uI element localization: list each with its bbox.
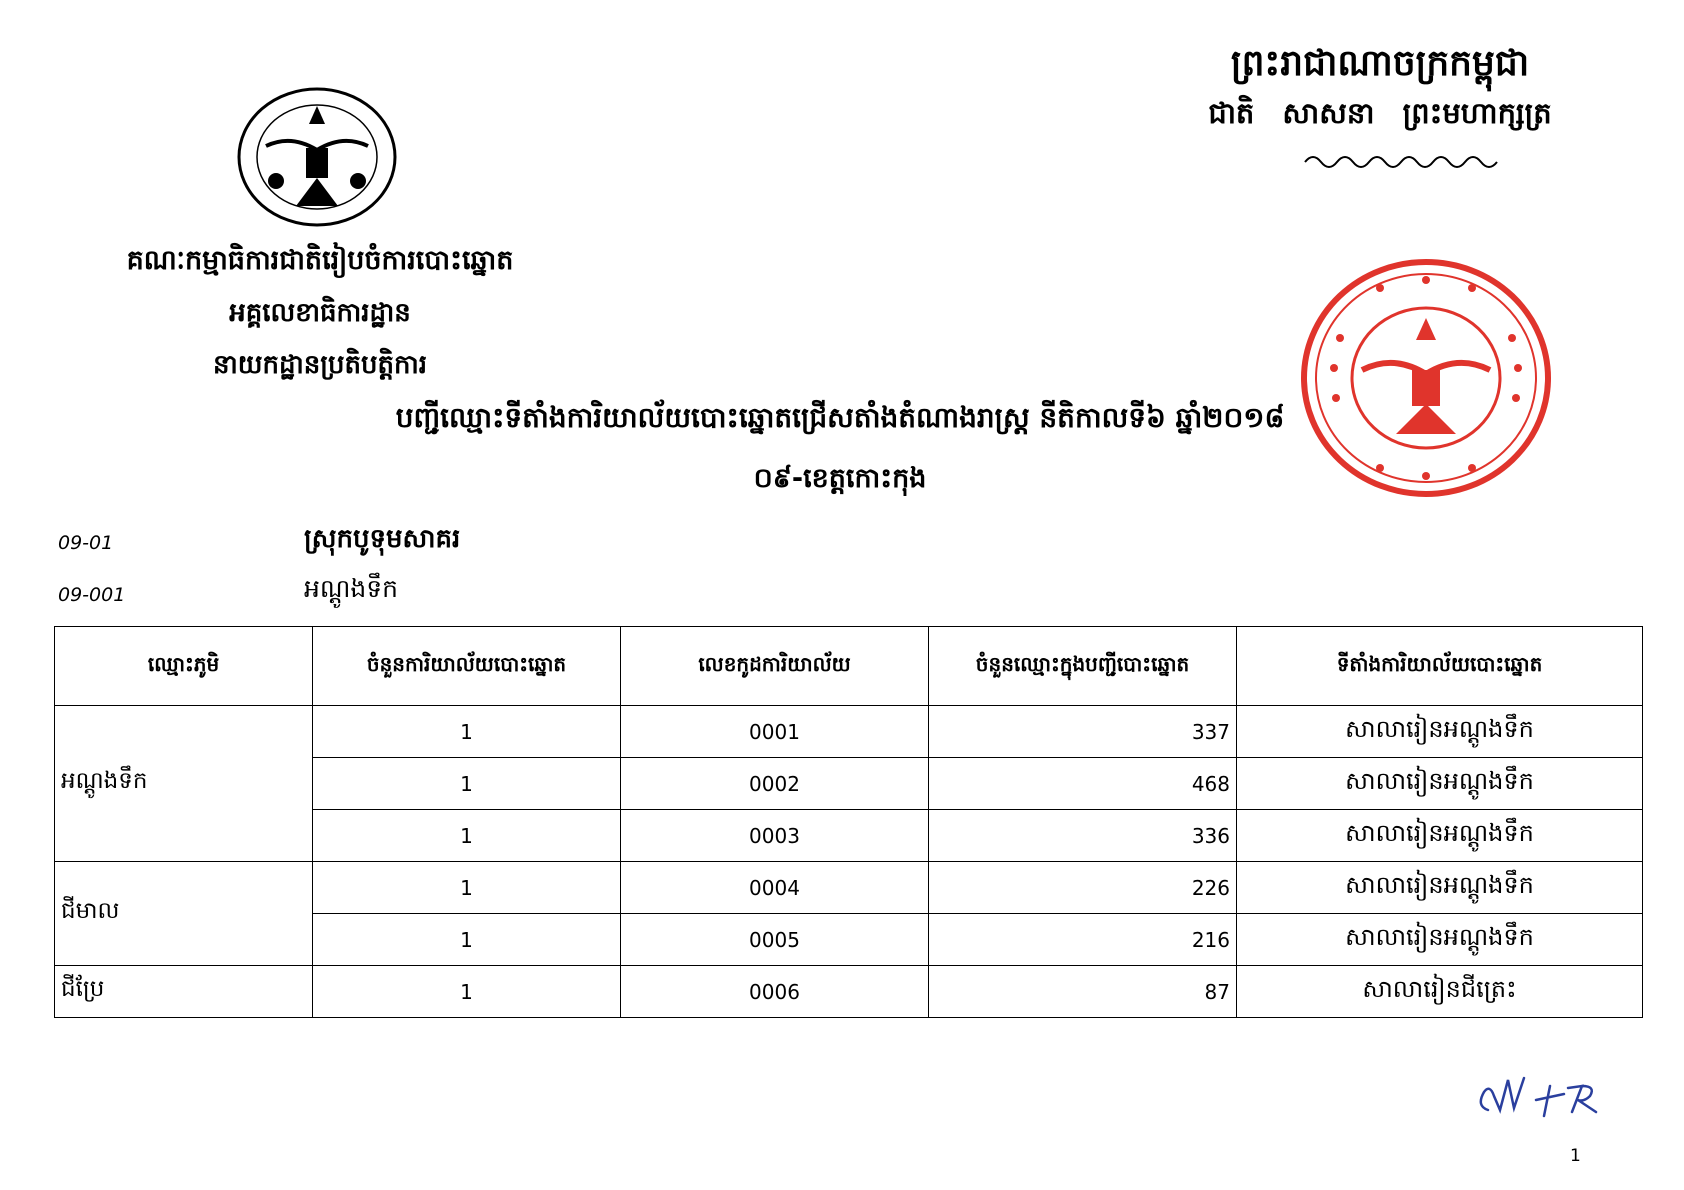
ornament-divider bbox=[1300, 150, 1500, 170]
district-name: ស្រុកបូទុមសាគរ bbox=[304, 524, 461, 554]
document-title: បញ្ជីឈ្មោះទីតាំងការិយាល័យបោះឆ្នោតជ្រើសតាំងតំណាងរាស្ត្រ នីតិកាលទី៦ ឆ្នាំ២០១៨ bbox=[395, 401, 1285, 434]
station-count-cell: 1 bbox=[313, 810, 621, 862]
header-station-count: ចំនួនការិយាល័យបោះឆ្នោត bbox=[313, 627, 621, 706]
table-row bbox=[55, 966, 1643, 1018]
header-station-code: លេខកូដការិយាល័យ bbox=[621, 627, 929, 706]
commune-code: 09-001 bbox=[58, 584, 126, 606]
voter-count-cell: 226 bbox=[929, 862, 1237, 914]
station-code-cell: 0004 bbox=[621, 862, 929, 914]
voter-count-cell: 87 bbox=[929, 966, 1237, 1018]
station-count-cell: 1 bbox=[313, 966, 621, 1018]
table-row bbox=[55, 862, 1643, 914]
table-row bbox=[55, 706, 1643, 758]
station-location-cell: សាលារៀនអណ្ដូងទឹក bbox=[1237, 862, 1643, 914]
header-voter-count: ចំនួនឈ្មោះក្នុងបញ្ជីបោះឆ្នោត bbox=[929, 627, 1237, 706]
village-cell: ជីមាល bbox=[55, 862, 313, 966]
station-count-cell: 1 bbox=[313, 706, 621, 758]
org-secretariat: អគ្គលេខាធិការដ្ឋាន bbox=[229, 298, 411, 328]
official-stamp-icon bbox=[1300, 258, 1552, 498]
voter-count-cell: 216 bbox=[929, 914, 1237, 966]
station-location-cell: សាលារៀនអណ្ដូងទឹក bbox=[1237, 706, 1643, 758]
station-count-cell: 1 bbox=[313, 862, 621, 914]
voter-count-cell: 337 bbox=[929, 706, 1237, 758]
commune-name: អណ្ដូងទឹក bbox=[304, 574, 398, 603]
station-count-cell: 1 bbox=[313, 914, 621, 966]
org-committee: គណៈកម្មាធិការជាតិរៀបចំការបោះឆ្នោត bbox=[126, 245, 514, 276]
org-department: នាយកដ្ឋានប្រតិបត្តិការ bbox=[212, 350, 428, 380]
polling-stations-table bbox=[54, 626, 1643, 1018]
page-number: 1 bbox=[1570, 1146, 1581, 1166]
station-location-cell: សាលារៀនអណ្ដូងទឹក bbox=[1237, 810, 1643, 862]
village-cell: ជីប្រែ bbox=[55, 966, 313, 1018]
voter-count-cell: 336 bbox=[929, 810, 1237, 862]
station-code-cell: 0003 bbox=[621, 810, 929, 862]
header-village: ឈ្មោះភូមិ bbox=[55, 627, 313, 706]
document-subtitle: ០៩-ខេត្តកោះកុង bbox=[753, 463, 927, 494]
header-station-location: ទីតាំងការិយាល័យបោះឆ្នោត bbox=[1237, 627, 1643, 706]
station-location-cell: សាលារៀនអណ្ដូងទឹក bbox=[1237, 758, 1643, 810]
voter-count-cell: 468 bbox=[929, 758, 1237, 810]
station-location-cell: សាលារៀនជីត្រេះ bbox=[1237, 966, 1643, 1018]
station-location-cell: សាលារៀនអណ្ដូងទឹក bbox=[1237, 914, 1643, 966]
station-code-cell: 0006 bbox=[621, 966, 929, 1018]
nec-logo-icon bbox=[236, 86, 398, 228]
kingdom-motto: ជាតិ សាសនា ព្រះមហាក្សត្រ bbox=[1208, 96, 1552, 130]
table-header-row bbox=[55, 627, 1643, 706]
village-cell: អណ្ដូងទឹក bbox=[55, 706, 313, 862]
station-count-cell: 1 bbox=[313, 758, 621, 810]
district-code: 09-01 bbox=[58, 532, 114, 554]
signature-icon bbox=[1470, 1070, 1620, 1130]
station-code-cell: 0001 bbox=[621, 706, 929, 758]
station-code-cell: 0005 bbox=[621, 914, 929, 966]
station-code-cell: 0002 bbox=[621, 758, 929, 810]
kingdom-title: ព្រះរាជាណាចក្រកម្ពុជា bbox=[1230, 43, 1530, 84]
